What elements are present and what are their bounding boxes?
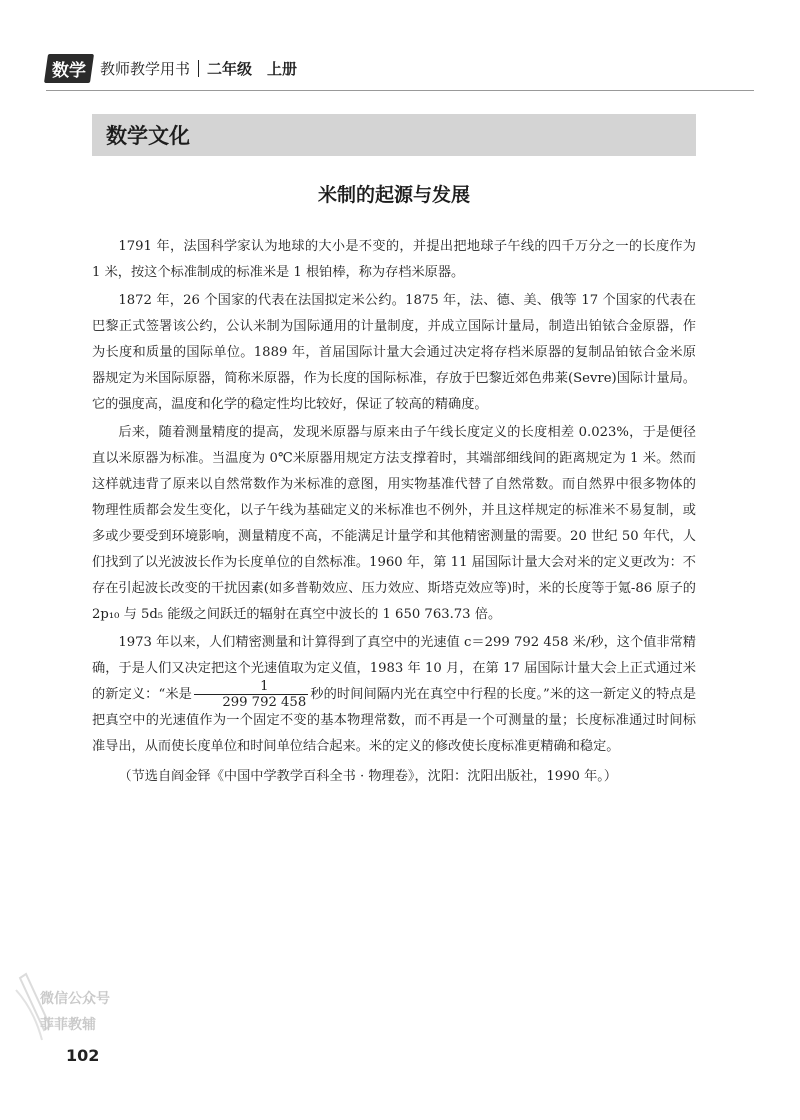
paragraph: 1791 年，法国科学家认为地球的大小是不变的，并提出把地球子午线的四千万分之一的长度作为 1 米，按这个标准制成的标准米是 1 根铂棒，称为存档米原器。: [92, 239, 696, 280]
source-citation: （节选自阎金铎《中国中学教学百科全书 · 物理卷》，沈阳：沈阳出版社，1990 年。）: [118, 769, 618, 784]
section-banner: [92, 114, 696, 156]
book-name: 教师教学用书: [100, 59, 191, 78]
page-number: 102: [66, 1046, 100, 1065]
watermark-line-1: 微信公众号: [40, 991, 110, 1007]
watermark-line-2: 菲菲教辅: [40, 1017, 96, 1033]
watermark: [14, 970, 134, 1050]
book-brand: [46, 54, 190, 83]
paragraph: [92, 630, 696, 760]
brand-logo: 数学: [44, 54, 94, 83]
page-header: [46, 50, 297, 86]
article-body: [92, 234, 696, 790]
paragraph-text: 秒的时间间隔内光在真空中行程的长度。”米的这一新定义的特点是把真空中的光速值作为一个固定不变的基本物理常数，而不再是一个可测量的量；长度标准通过时间标准导出，从而使长度单位和时间单位结合起来。米的定义的修改使长度标准更精确和稳定。: [92, 687, 697, 754]
fraction-numerator: 1: [260, 679, 269, 694]
paragraph: 1872 年，26 个国家的代表在法国拟定米公约。1875 年，法、德、美、俄等 17 个国家的代表在巴黎正式签署该公约，公认米制为国际通用的计量制度，并成立国际计量局，制造出铂铱合金原器，作为长度和质量的国际单位。1889 年，首届国际计量大会通过决定将存档米原器的复制品铂铱合金米原器规定为米国际原器，简称米原器，作为长度的国际标准，存放于巴黎近郊色弗莱(Sevre)国际计量局。它的强度高，温度和化学的稳定性均比较好，保证了较高的精确度。: [92, 293, 696, 412]
watermark-pen-icon: [14, 970, 134, 1050]
fraction-denominator: 299 792 458: [194, 694, 308, 710]
paragraph-text: 1973 年以来，人们精密测量和计算得到了真空中的光速值 c＝299 792 458 米/秒，这个值非常精确，于是人们又决定把这个光速值取为定义值，1983 年 10 月，在第 17 届国际计量大会上正式通过米的新定义：“米是: [92, 635, 696, 702]
section-title: 数学文化: [106, 124, 190, 148]
grade-label: 二年级 上册: [207, 59, 298, 78]
paragraph: 后来，随着测量精度的提高，发现米原器与原来由子午线长度定义的长度相差 0.023%，于是便径直以米原器为标准。当温度为 0℃米原器用规定方法支撑着时，其端部细线间的距离规定为 1 米。然而这样就违背了原来以自然常数作为米标准的意图，用实物基准代替了自然常数。而自然界中很多物体的物理性质都会发生变化，以子午线为基础定义的米标准也不例外，并且这样规定的标准米不易复制，或多或少要受到环境影响，测量精度不高，不能满足计量学和其他精密测量的需要。20 世纪 50 年代，人们找到了以光波波长作为长度单位的自然标准。1960 年，第 11 届国际计量大会对米的定义更改为：不存在引起波长改变的干扰因素(如多普勒效应、压力效应、斯塔克效应等)时，米的长度等于氪-86 原子的 2p₁₀ 与 5d₅ 能级之间跃迁的辐射在真空中波长的 1 650 763.73 倍。: [92, 425, 696, 622]
header-rule: [46, 90, 754, 91]
fraction: [194, 679, 308, 710]
header-divider: [198, 60, 199, 77]
article-title: 米制的起源与发展: [317, 184, 470, 206]
